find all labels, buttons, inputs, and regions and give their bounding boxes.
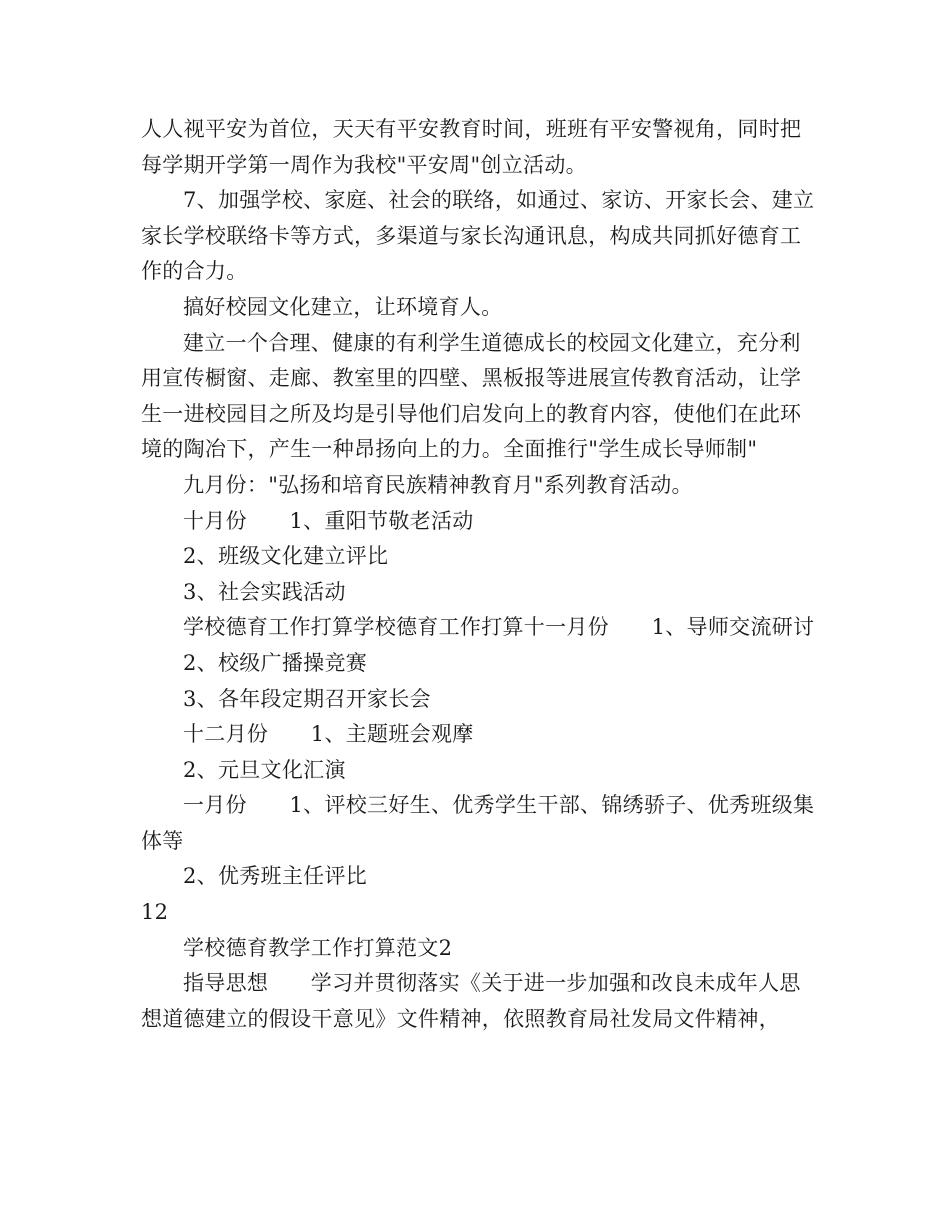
paragraph-october-3: 3、社会实践活动 bbox=[183, 579, 346, 604]
paragraph-item-7: 7、加强学校、家庭、社会的联络，如通过、家访、开家长会、建立家长学校联络卡等方式，多渠道与家长沟通讯息，构成共同抓好德育工作的合力。 bbox=[141, 188, 815, 284]
paragraph-november-3: 3、各年段定期召开家长会 bbox=[183, 686, 431, 711]
document-body bbox=[141, 112, 821, 1037]
paragraph-january-1: 一月份 1、评校三好生、优秀学生干部、锦绣骄子、优秀班级集体等 bbox=[141, 793, 815, 853]
paragraph-september: 九月份："弘扬和培育民族精神教育月"系列教育活动。 bbox=[183, 472, 693, 497]
paragraph-guiding-ideology: 指导思想 学习并贯彻落实《关于进一步加强和改良未成年人思想道德建立的假设干意见》文件精神，依照教育局社发局文件精神， bbox=[141, 971, 801, 1031]
paragraph-campus-culture-body: 建立一个合理、健康的有利学生道德成长的校园文化建立，充分利用宣传橱窗、走廊、教室里的四壁、黑板报等进展宣传教育活动，让学生一进校园目之所及均是引导他们启发向上的教育内容，使他们在此环境的陶冶下，产生一种昂扬向上的力。全面推行"学生成长导师制" bbox=[141, 330, 802, 462]
paragraph-november-1: 学校德育工作打算学校德育工作打算十一月份 1、导师交流研讨 bbox=[183, 615, 815, 640]
paragraph-november-2: 2、校级广播操竞赛 bbox=[183, 650, 368, 675]
paragraph-january-2: 2、优秀班主任评比 bbox=[183, 864, 368, 889]
paragraph-campus-culture-heading: 搞好校园文化建立，让环境育人。 bbox=[183, 294, 503, 319]
paragraph-october-1: 十月份 1、重阳节敬老活动 bbox=[183, 508, 474, 533]
page-number: 12 bbox=[141, 900, 169, 925]
section-title: 学校德育教学工作打算范文2 bbox=[183, 935, 453, 960]
paragraph-october-2: 2、班级文化建立评比 bbox=[183, 544, 389, 569]
paragraph-december-1: 十二月份 1、主题班会观摩 bbox=[183, 722, 474, 747]
paragraph-safety-continuation: 人人视平安为首位，天天有平安教育时间，班班有平安警视角，同时把每学期开学第一周作为我校"平安周"创立活动。 bbox=[141, 117, 802, 177]
paragraph-december-2: 2、元旦文化汇演 bbox=[183, 757, 346, 782]
